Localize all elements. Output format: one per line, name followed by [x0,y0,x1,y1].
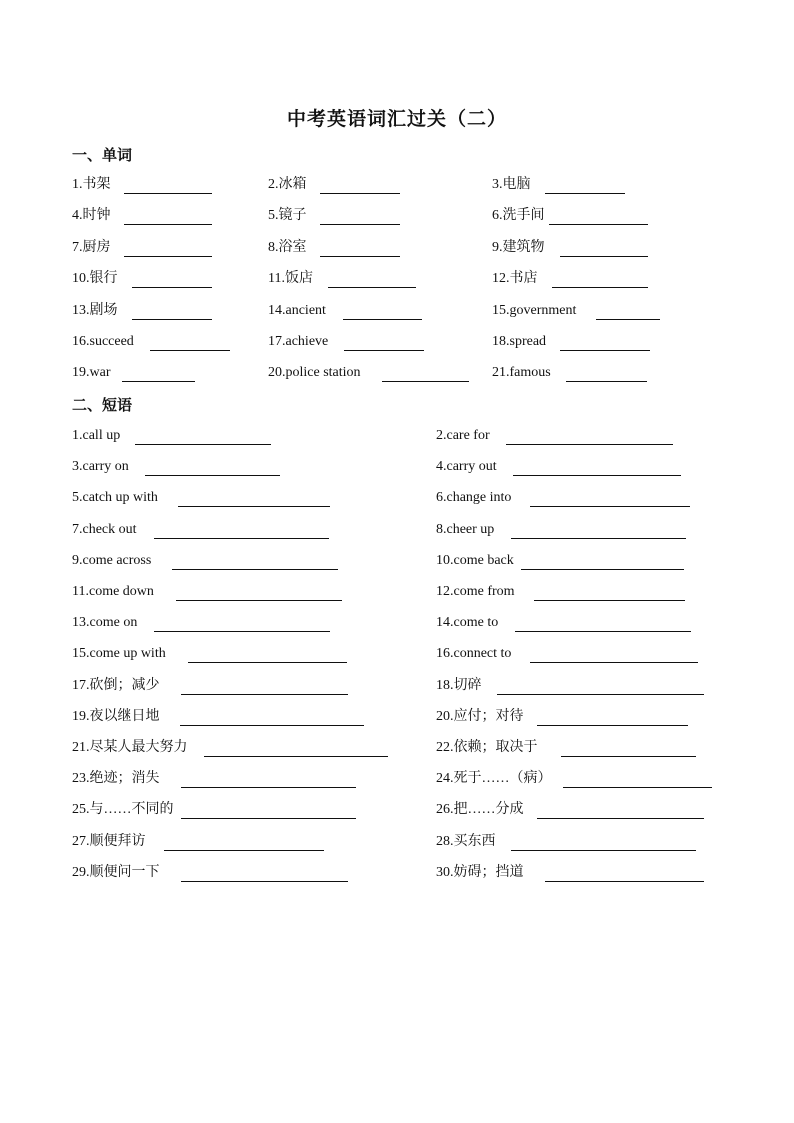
word-answer-blank[interactable] [320,224,400,225]
word-item-label: 14.ancient [268,303,326,318]
phrase-answer-blank[interactable] [497,694,704,695]
phrase-answer-blank[interactable] [530,662,698,663]
phrase-item-label: 28.买东西 [436,834,496,849]
phrase-item-label: 5.catch up with [72,490,158,505]
word-item-label: 4.时钟 [72,208,111,223]
word-item-label: 9.建筑物 [492,240,545,255]
word-item-label: 7.厨房 [72,240,111,255]
phrase-item-label: 19.夜以继日地 [72,709,160,724]
word-item-label: 1.书架 [72,177,111,192]
phrase-item-label: 12.come from [436,584,515,599]
word-answer-blank[interactable] [124,256,212,257]
word-item-label: 6.洗手间 [492,208,545,223]
word-answer-blank[interactable] [132,319,212,320]
word-item-label: 20.police station [268,365,361,380]
word-item-label: 18.spread [492,334,547,349]
phrase-item-label: 11.come down [72,584,154,599]
word-answer-blank[interactable] [150,350,230,351]
phrase-item-label: 29.顺便问一下 [72,865,160,880]
phrase-item-label: 25.与……不同的 [72,802,174,817]
phrase-item-label: 24.死于……（病） [436,771,552,786]
phrase-answer-blank[interactable] [561,756,696,757]
phrase-answer-blank[interactable] [511,850,696,851]
phrase-item-label: 7.check out [72,522,137,537]
word-answer-blank[interactable] [382,381,469,382]
phrase-answer-blank[interactable] [513,475,681,476]
word-answer-blank[interactable] [328,287,416,288]
phrase-answer-blank[interactable] [181,787,356,788]
word-item-label: 12.书店 [492,271,538,286]
phrase-item-label: 23.绝迹；消失 [72,771,160,786]
phrase-answer-blank[interactable] [172,569,338,570]
phrase-answer-blank[interactable] [154,538,329,539]
phrase-item-label: 18.切碎 [436,678,482,693]
phrase-answer-blank[interactable] [188,662,347,663]
phrase-item-label: 13.come on [72,615,138,630]
word-item-label: 11.饭店 [268,271,313,286]
word-item-label: 17.achieve [268,334,329,349]
phrase-answer-blank[interactable] [135,444,271,445]
word-item-label: 2.冰箱 [268,177,307,192]
phrase-answer-blank[interactable] [145,475,280,476]
phrase-answer-blank[interactable] [534,600,685,601]
word-item-label: 19.war [72,365,111,380]
phrase-answer-blank[interactable] [521,569,684,570]
word-answer-blank[interactable] [560,256,648,257]
phrase-answer-blank[interactable] [154,631,330,632]
phrase-answer-blank[interactable] [176,600,342,601]
word-item-label: 16.succeed [72,334,134,349]
phrase-answer-blank[interactable] [180,725,364,726]
word-answer-blank[interactable] [344,350,424,351]
phrase-item-label: 26.把……分成 [436,802,524,817]
phrase-item-label: 30.妨碍；挡道 [436,865,524,880]
word-item-label: 8.浴室 [268,240,307,255]
word-answer-blank[interactable] [566,381,647,382]
phrase-answer-blank[interactable] [563,787,712,788]
phrase-answer-blank[interactable] [537,818,704,819]
phrase-item-label: 20.应付；对待 [436,709,524,724]
section-heading-phrases: 二、短语 [72,396,133,414]
phrase-answer-blank[interactable] [181,694,348,695]
word-item-label: 21.famous [492,365,551,380]
phrase-item-label: 8.cheer up [436,522,495,537]
phrase-item-label: 1.call up [72,428,121,443]
phrase-answer-blank[interactable] [164,850,324,851]
word-item-label: 10.银行 [72,271,118,286]
phrase-answer-blank[interactable] [530,506,690,507]
phrase-item-label: 16.connect to [436,646,512,661]
word-answer-blank[interactable] [343,319,422,320]
section-heading-words: 一、单词 [72,146,133,164]
phrase-item-label: 6.change into [436,490,512,505]
word-answer-blank[interactable] [122,381,195,382]
phrase-answer-blank[interactable] [506,444,673,445]
word-answer-blank[interactable] [124,224,212,225]
phrase-answer-blank[interactable] [178,506,330,507]
phrase-item-label: 21.尽某人最大努力 [72,740,188,755]
word-answer-blank[interactable] [320,256,400,257]
word-answer-blank[interactable] [549,224,648,225]
phrase-item-label: 10.come back [436,553,514,568]
phrase-item-label: 4.carry out [436,459,497,474]
word-answer-blank[interactable] [545,193,625,194]
phrase-answer-blank[interactable] [515,631,691,632]
phrase-answer-blank[interactable] [181,881,348,882]
phrase-item-label: 2.care for [436,428,490,443]
word-item-label: 15.government [492,303,577,318]
phrase-answer-blank[interactable] [181,818,356,819]
word-answer-blank[interactable] [552,287,648,288]
word-answer-blank[interactable] [320,193,400,194]
phrase-item-label: 27.顺便拜访 [72,834,146,849]
phrase-answer-blank[interactable] [545,881,704,882]
word-answer-blank[interactable] [596,319,660,320]
phrase-item-label: 3.carry on [72,459,129,474]
phrase-answer-blank[interactable] [537,725,688,726]
word-answer-blank[interactable] [132,287,212,288]
phrase-answer-blank[interactable] [511,538,686,539]
phrase-answer-blank[interactable] [204,756,388,757]
phrase-item-label: 14.come to [436,615,499,630]
phrase-item-label: 17.砍倒；减少 [72,678,160,693]
word-item-label: 5.镜子 [268,208,307,223]
phrase-item-label: 9.come across [72,553,152,568]
word-answer-blank[interactable] [124,193,212,194]
word-item-label: 13.剧场 [72,303,118,318]
page-title: 中考英语词汇过关（二） [286,108,507,130]
phrase-item-label: 15.come up with [72,646,166,661]
word-item-label: 3.电脑 [492,177,531,192]
phrase-item-label: 22.依赖；取决于 [436,740,538,755]
word-answer-blank[interactable] [560,350,650,351]
